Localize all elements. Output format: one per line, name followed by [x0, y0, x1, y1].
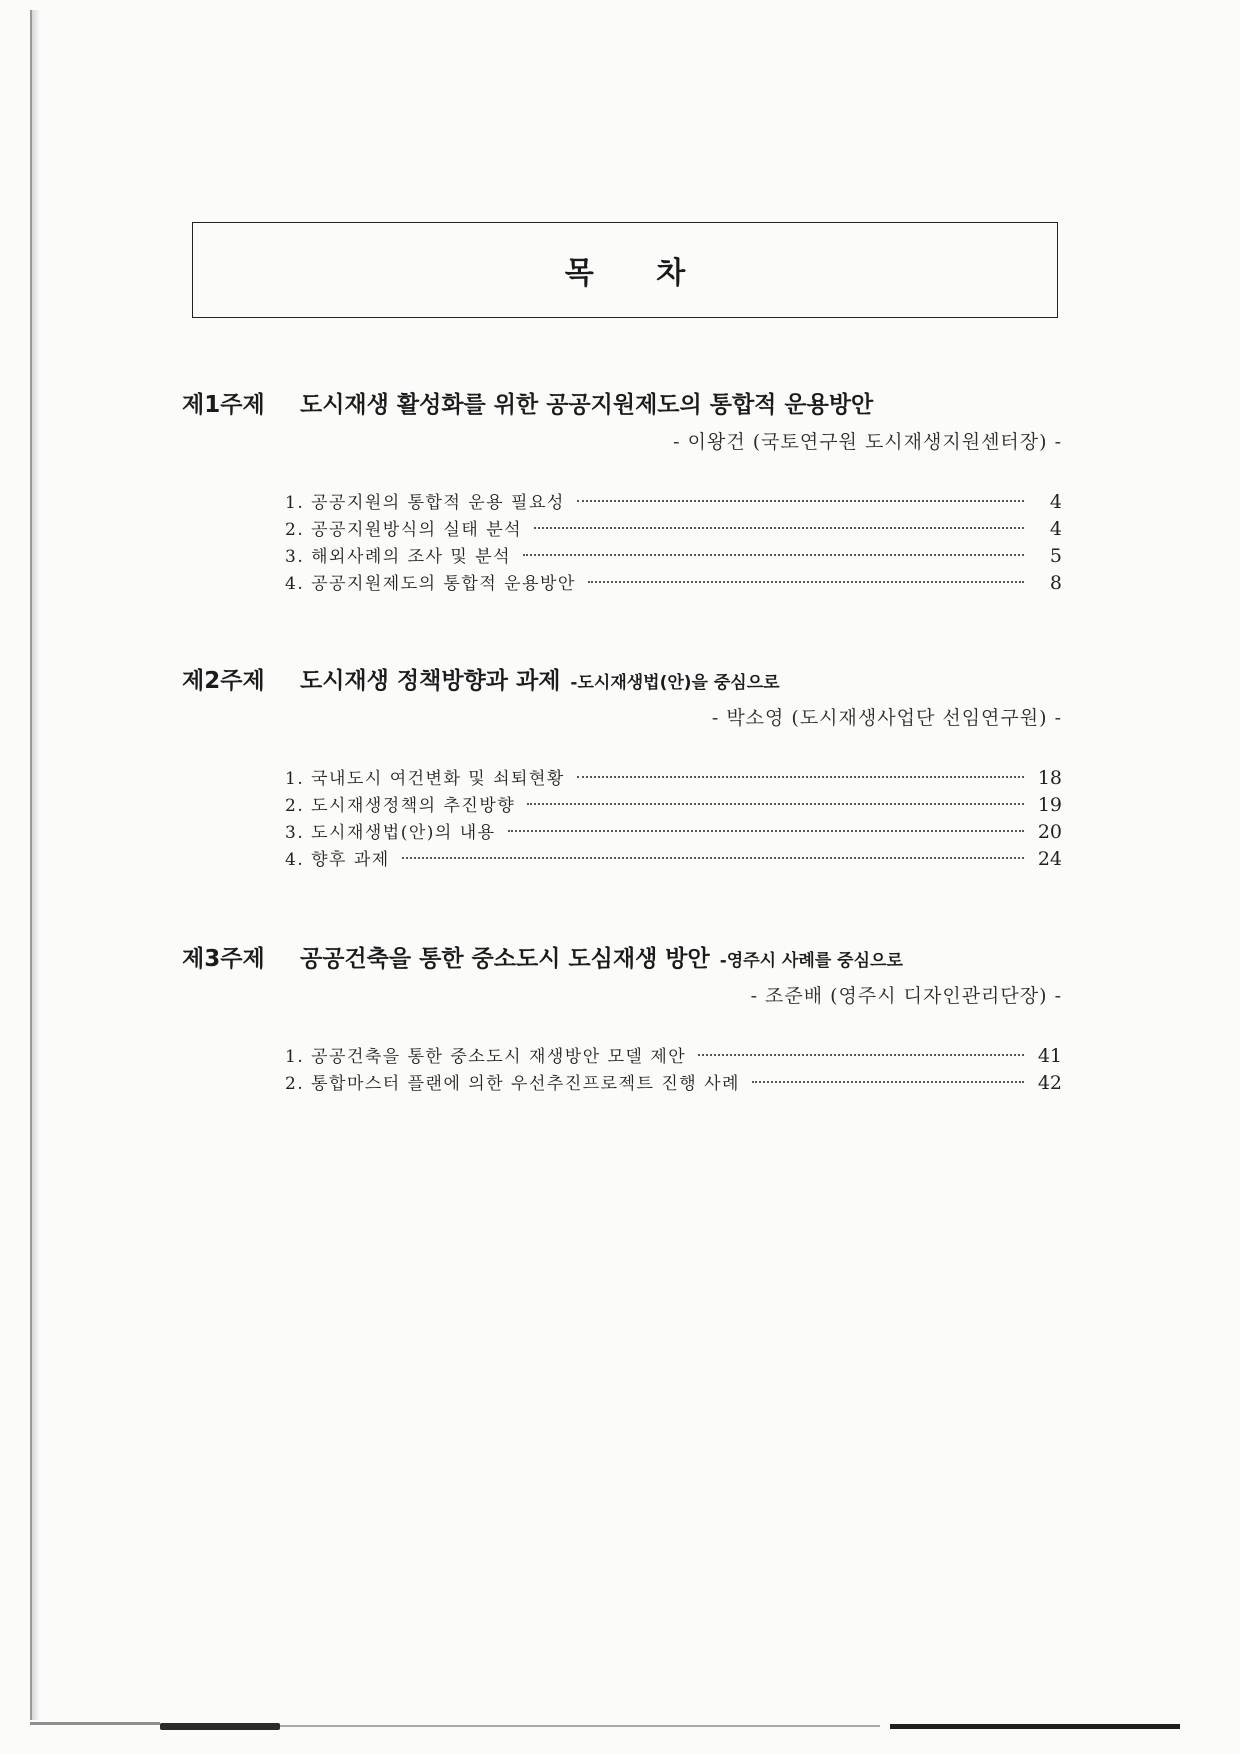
toc-entry[interactable]	[285, 818, 1062, 845]
toc-entry[interactable]	[285, 488, 1062, 515]
toc-entry-page: 4	[1049, 491, 1062, 513]
topic-label: 제2주제	[182, 668, 265, 694]
toc-entry-title: 1. 공공건축을 통한 중소도시 재생방안 모델 제안	[285, 1047, 687, 1067]
toc-section-3	[182, 940, 1062, 1096]
topic-subtitle: -영주시 사례를 중심으로	[719, 951, 903, 971]
toc-section-2	[182, 662, 1062, 872]
toc-entry[interactable]	[285, 1042, 1062, 1069]
toc-entry-page: 41	[1037, 1045, 1062, 1067]
scan-edge-bottom	[30, 1722, 1210, 1732]
dot-leader	[402, 857, 1024, 859]
toc-list	[182, 764, 1062, 872]
toc-entry[interactable]	[285, 764, 1062, 791]
toc-entry-title: 1. 공공지원의 통합적 운용 필요성	[285, 493, 565, 513]
toc-entry-title: 3. 해외사례의 조사 및 분석	[285, 547, 512, 567]
toc-heading: 목 차	[564, 256, 712, 291]
toc-entry-title: 2. 통합마스터 플랜에 의한 우선추진프로젝트 진행 사례	[285, 1074, 740, 1094]
section-heading	[182, 940, 1062, 973]
scan-edge-left-line	[30, 10, 32, 1720]
dot-leader	[752, 1081, 1024, 1083]
toc-entry[interactable]	[285, 791, 1062, 818]
dot-leader	[588, 581, 1024, 583]
toc-entry-title: 3. 도시재생법(안)의 내용	[285, 823, 496, 843]
dot-leader	[508, 830, 1024, 832]
toc-entry-title: 4. 향후 과제	[285, 850, 390, 870]
toc-entry-page: 20	[1037, 821, 1062, 843]
toc-entry[interactable]	[285, 845, 1062, 872]
topic-subtitle: -도시재생법(안)을 중심으로	[570, 673, 780, 693]
presenter: - 조준배 (영주시 디자인관리단장) -	[750, 985, 1062, 1007]
topic-label: 제3주제	[182, 946, 265, 972]
dot-leader	[698, 1054, 1024, 1056]
presenter: - 이왕건 (국토연구원 도시재생지원센터장) -	[673, 431, 1062, 453]
toc-entry-page: 18	[1037, 767, 1062, 789]
topic-label: 제1주제	[182, 392, 265, 418]
dot-leader	[534, 527, 1024, 529]
presenter: - 박소영 (도시재생사업단 선임연구원) -	[711, 707, 1062, 729]
toc-entry-page: 8	[1049, 572, 1062, 594]
toc-entry-page: 24	[1037, 848, 1062, 870]
toc-entry[interactable]	[285, 569, 1062, 596]
toc-entry-title: 4. 공공지원제도의 통합적 운용방안	[285, 574, 576, 594]
toc-list	[182, 1042, 1062, 1096]
toc-entry-page: 19	[1037, 794, 1062, 816]
section-heading	[182, 662, 1062, 695]
topic-title: 도시재생 활성화를 위한 공공지원제도의 통합적 운용방안	[300, 392, 874, 418]
dot-leader	[577, 500, 1024, 502]
toc-entry[interactable]	[285, 1069, 1062, 1096]
dot-leader	[523, 554, 1024, 556]
toc-list	[182, 488, 1062, 596]
toc-entry-page: 42	[1037, 1072, 1062, 1094]
topic-title: 도시재생 정책방향과 과제	[300, 668, 561, 694]
toc-section-1	[182, 386, 1062, 596]
toc-entry[interactable]	[285, 515, 1062, 542]
toc-title-box	[192, 222, 1058, 318]
toc-entry-page: 5	[1049, 545, 1062, 567]
topic-title: 공공건축을 통한 중소도시 도심재생 방안	[300, 946, 710, 972]
dot-leader	[527, 803, 1024, 805]
dot-leader	[577, 776, 1024, 778]
toc-entry-title: 2. 공공지원방식의 실태 분석	[285, 520, 523, 540]
toc-entry-page: 4	[1049, 518, 1062, 540]
toc-entry-title: 2. 도시재생정책의 추진방향	[285, 796, 516, 816]
section-heading	[182, 386, 1062, 419]
toc-entry[interactable]	[285, 542, 1062, 569]
toc-entry-title: 1. 국내도시 여건변화 및 쇠퇴현황	[285, 769, 565, 789]
